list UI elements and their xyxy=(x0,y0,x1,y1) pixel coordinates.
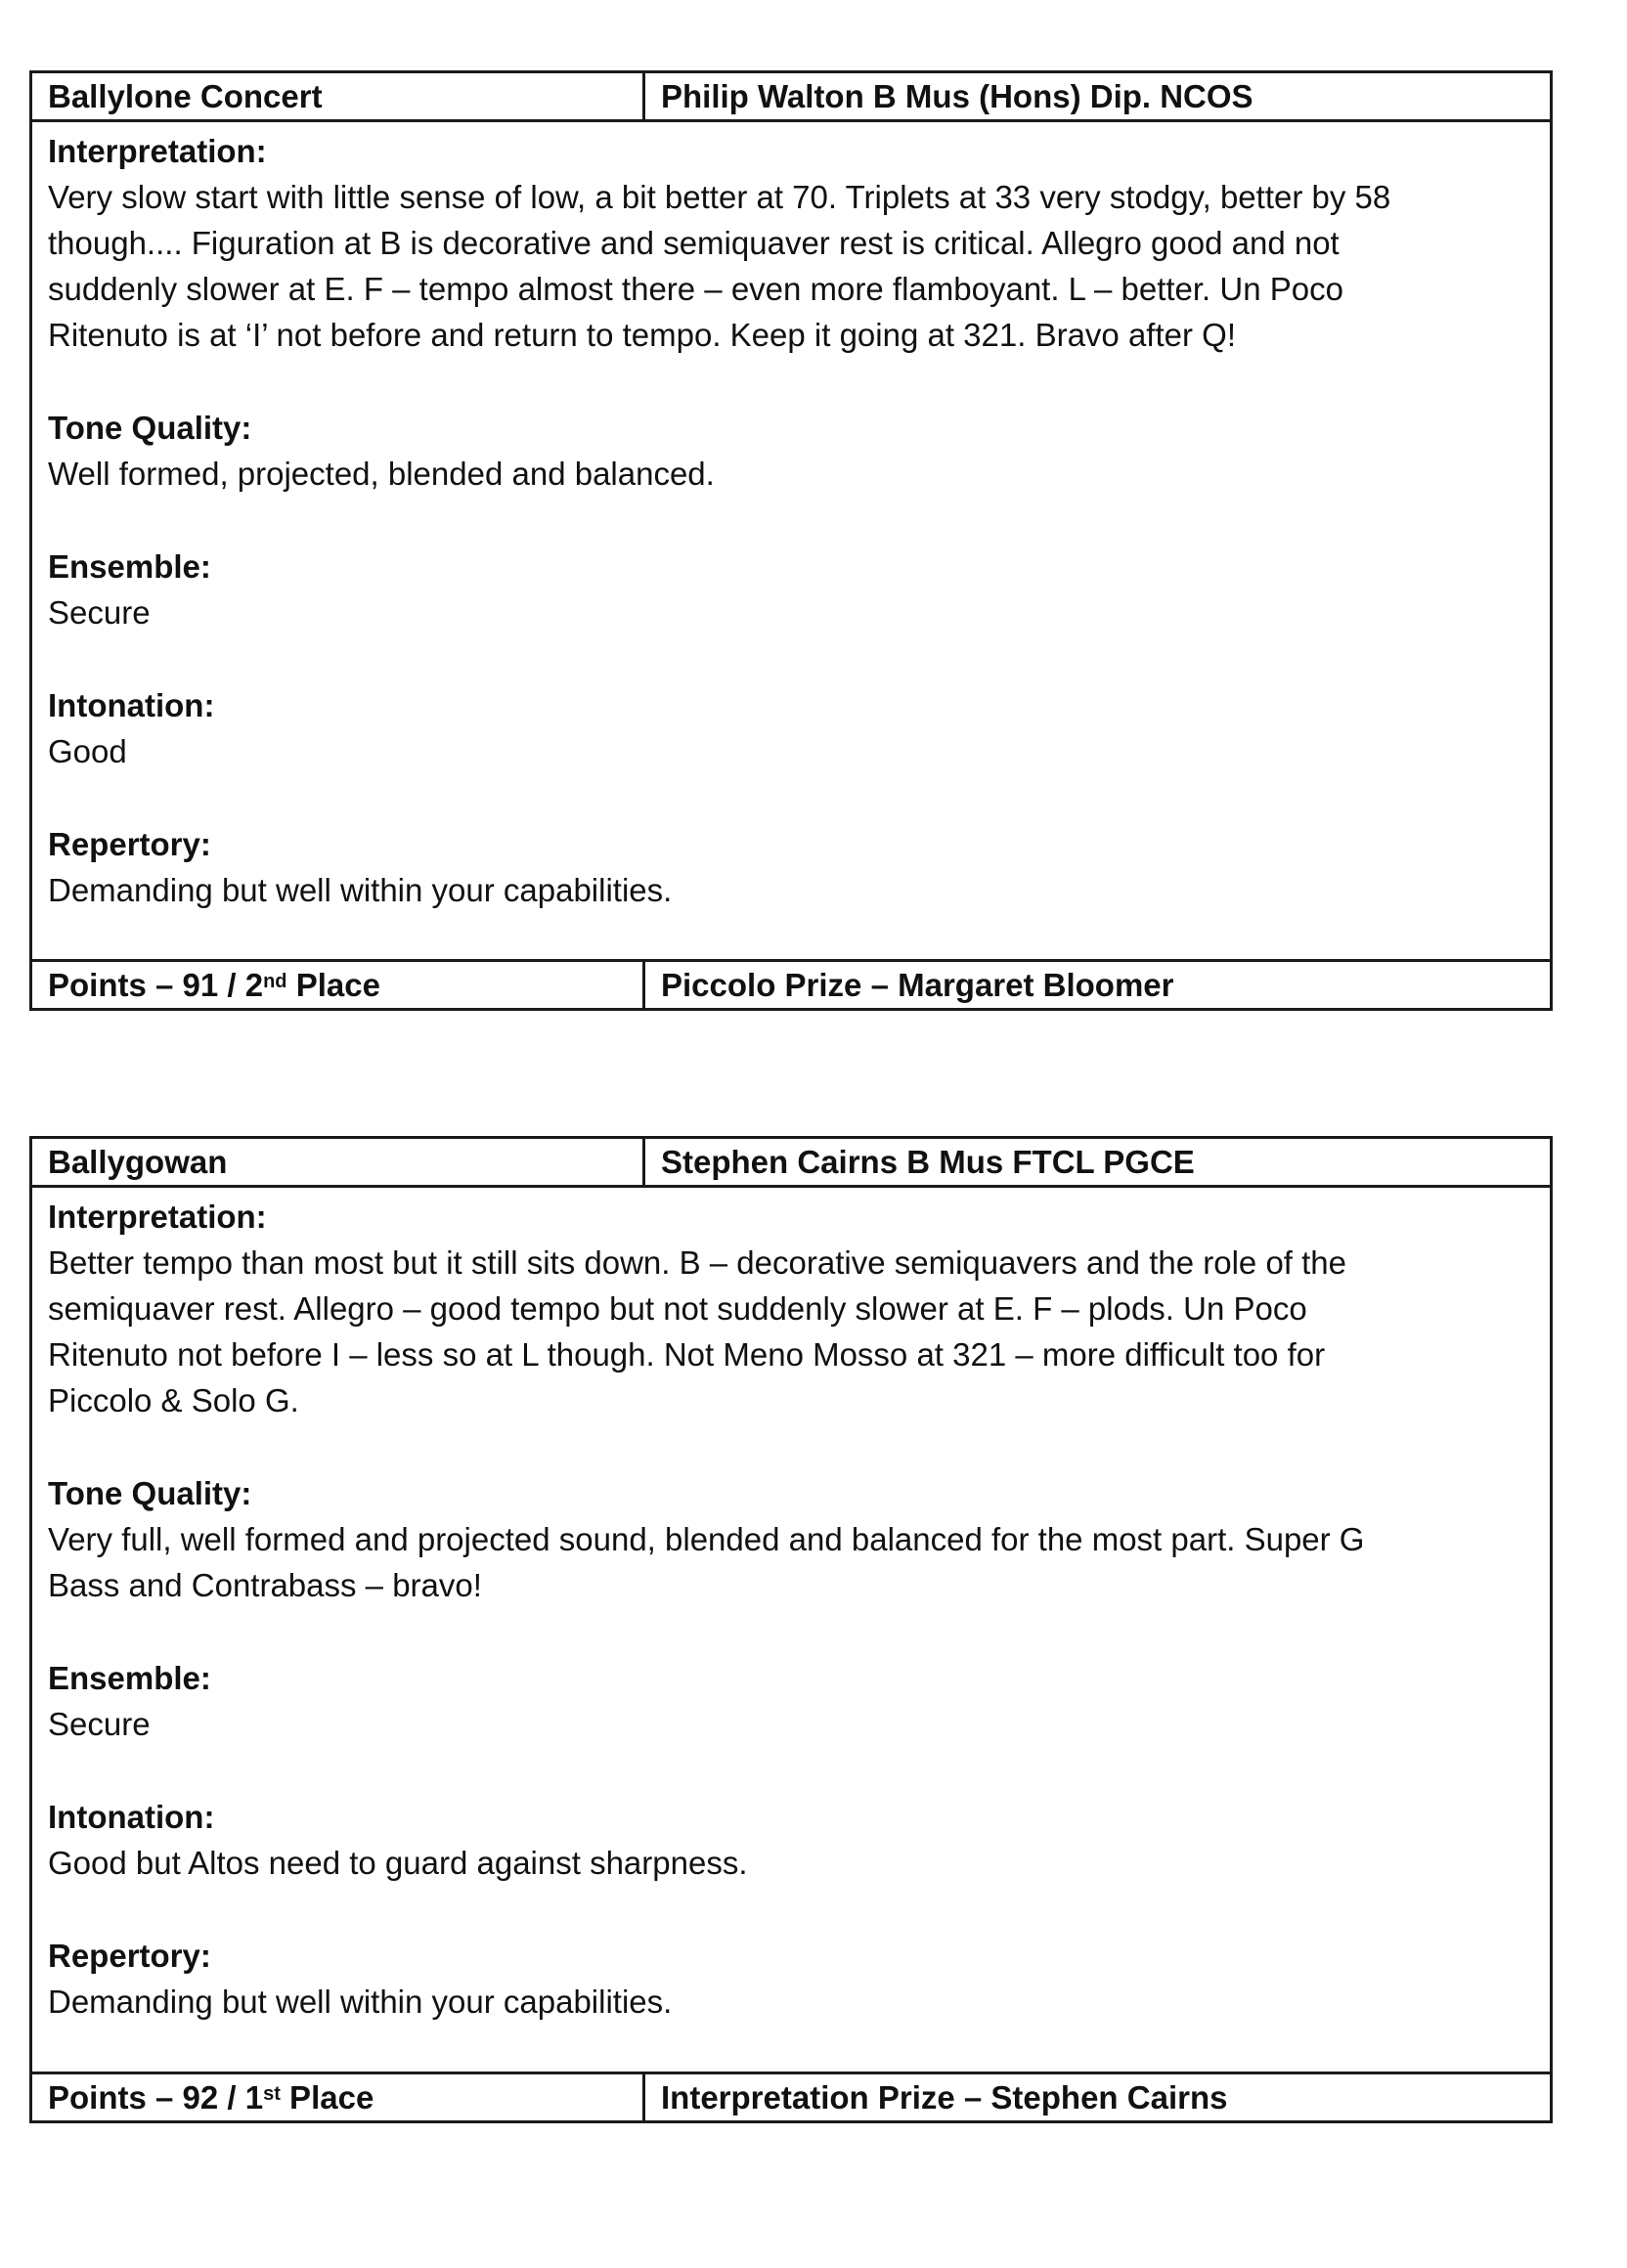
interpretation-line: semiquaver rest. Allegro – good tempo but not suddenly slower at E. F – plods. Un Poco xyxy=(48,1290,1307,1327)
section-title: Interpretation: xyxy=(48,1199,267,1235)
card-header xyxy=(32,73,1550,122)
points-placing: Points – 91 / 2 $^{nd}$ Place xyxy=(32,962,645,1008)
interpretation-section xyxy=(48,1194,1534,1423)
card-body xyxy=(32,122,1550,913)
section-title: Ensemble: xyxy=(48,1660,211,1696)
intonation-section xyxy=(48,682,1534,774)
card-header xyxy=(32,1139,1550,1188)
tone-quality-section xyxy=(48,405,1534,497)
section-title: Repertory: xyxy=(48,826,211,862)
section-text: Good xyxy=(48,733,127,769)
interpretation-line: Very slow start with little sense of low, a bit better at 70. Triplets at 33 very stodgy, better by 58 xyxy=(48,179,1391,215)
interpretation-line: suddenly slower at E. F – tempo almost there – even more flamboyant. L – better. Un Poco xyxy=(48,271,1343,307)
section-text: Secure xyxy=(48,594,151,631)
section-text: Good but Altos need to guard against sharpness. xyxy=(48,1845,748,1881)
repertory-section xyxy=(48,1933,1534,2025)
adjudicator-name: Philip Walton B Mus (Hons) Dip. NCOS xyxy=(661,77,1253,114)
section-title: Tone Quality: xyxy=(48,1475,252,1511)
points-placing: Points – 92 / 1 $^{st}$ Place xyxy=(32,2074,645,2120)
interpretation-section xyxy=(48,128,1534,358)
section-title: Repertory: xyxy=(48,1938,211,1974)
band-name: Ballygowan xyxy=(32,1139,645,1185)
card-footer xyxy=(32,959,1550,1008)
section-text: Demanding but well within your capabilities. xyxy=(48,872,673,908)
adjudication-card-ballygowan xyxy=(29,1136,1553,2123)
intonation-section xyxy=(48,1794,1534,1886)
interpretation-line: Piccolo & Solo G. xyxy=(48,1382,299,1418)
prize-award: Piccolo Prize – Margaret Bloomer xyxy=(661,966,1174,1003)
tone-quality-section xyxy=(48,1470,1534,1608)
tone-quality-line: Very full, well formed and projected sound, blended and balanced for the most part. Super G xyxy=(48,1521,1365,1557)
tone-quality-line: Bass and Contrabass – bravo! xyxy=(48,1567,482,1603)
section-text: Well formed, projected, blended and balanced. xyxy=(48,456,715,492)
ensemble-section xyxy=(48,544,1534,635)
adjudicator-name: Stephen Cairns B Mus FTCL PGCE xyxy=(661,1143,1195,1180)
adjudication-card-ballylone xyxy=(29,70,1553,1011)
interpretation-line: Ritenuto not before I – less so at L though. Not Meno Mosso at 321 – more difficult too for xyxy=(48,1336,1326,1373)
section-title: Interpretation: xyxy=(48,133,267,169)
prize-award: Interpretation Prize – Stephen Cairns xyxy=(661,2078,1228,2115)
section-title: Ensemble: xyxy=(48,548,211,585)
interpretation-line: Better tempo than most but it still sits down. B – decorative semiquavers and the role of the xyxy=(48,1244,1347,1281)
section-title: Tone Quality: xyxy=(48,410,252,446)
card-body xyxy=(32,1188,1550,2025)
interpretation-line: though.... Figuration at B is decorative and semiquaver rest is critical. Allegro good and not xyxy=(48,225,1340,261)
card-footer xyxy=(32,2072,1550,2120)
section-title: Intonation: xyxy=(48,687,215,723)
band-name: Ballylone Concert xyxy=(32,73,645,119)
section-text: Demanding but well within your capabilities. xyxy=(48,1984,673,2020)
repertory-section xyxy=(48,821,1534,913)
section-title: Intonation: xyxy=(48,1799,215,1835)
section-text: Secure xyxy=(48,1706,151,1742)
ensemble-section xyxy=(48,1655,1534,1747)
interpretation-line: Ritenuto is at ‘I’ not before and return to tempo. Keep it going at 321. Bravo after Q! xyxy=(48,317,1236,353)
